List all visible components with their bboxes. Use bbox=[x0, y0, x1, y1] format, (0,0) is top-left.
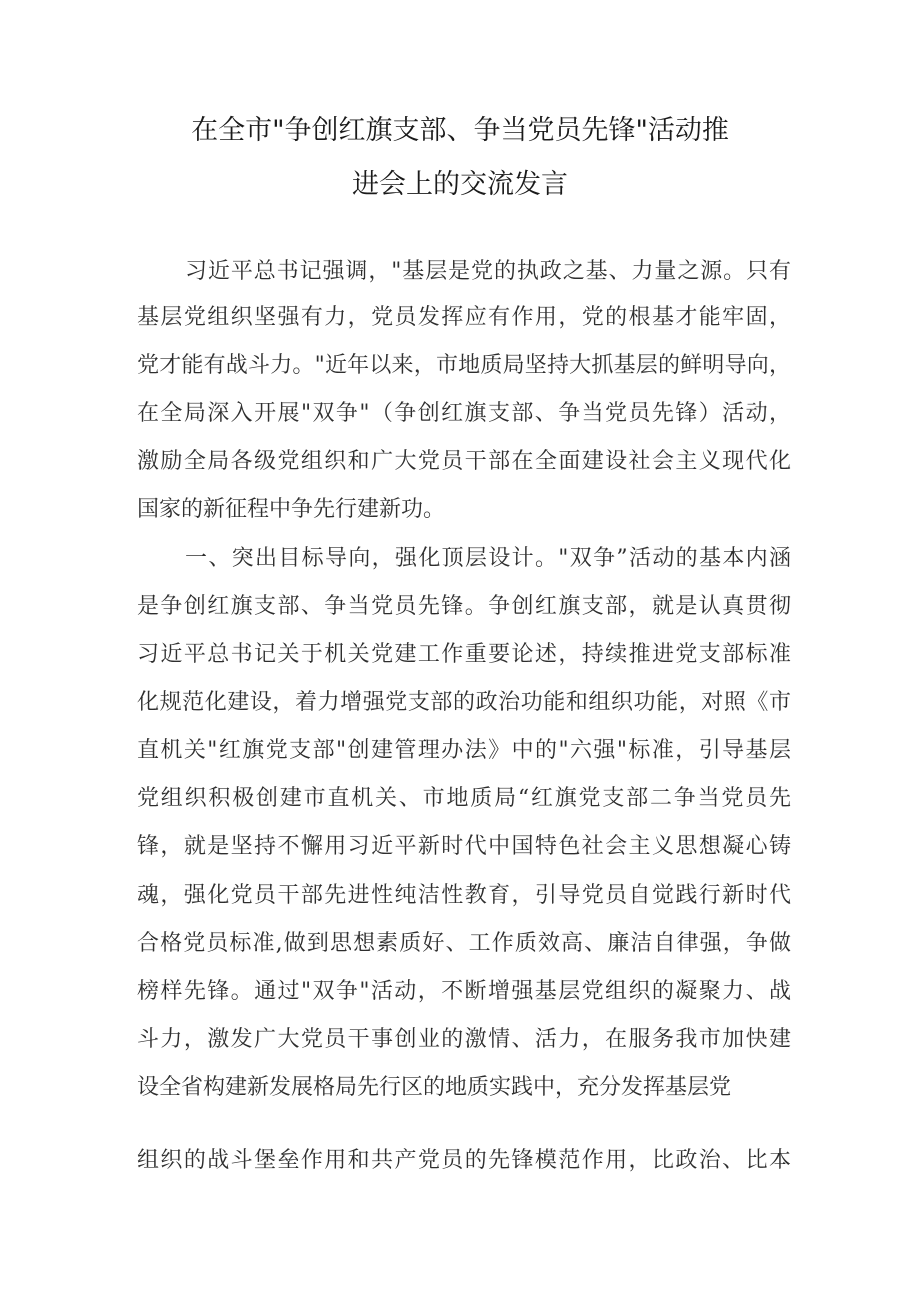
document-title-line-2: 进会上的交流发言 bbox=[352, 169, 568, 200]
paragraph-line: 化规范化建设，着力增强党支部的政治功能和组织功能，对照《市 bbox=[137, 690, 791, 715]
paragraph-line: 直机关"红旗党支部"创建管理办法》中的"六强"标准，引导基层 bbox=[137, 738, 791, 763]
paragraph-line: 基层党组织坚强有力，党员发挥应有作用，党的根基才能牢固， bbox=[137, 305, 791, 330]
paragraph-line: 党组织积极创建市直机关、市地质局“红旗党支部二争当党员先 bbox=[137, 786, 791, 811]
paragraph-line: 是争创红旗支部、争当党员先锋。争创红旗支部，就是认真贯彻 bbox=[137, 594, 791, 619]
document-title-line-1: 在全市"争创红旗支部、争当党员先锋"活动推 bbox=[191, 115, 729, 146]
paragraph-line: 国家的新征程中争先行建新功。 bbox=[137, 497, 446, 522]
paragraph-line: 一、突出目标导向，强化顶层设计。"双争”活动的基本内涵 bbox=[185, 546, 791, 571]
paragraph-line: 设全省构建新发展格局先行区的地质实践中，充分发挥基层党 bbox=[137, 1075, 732, 1100]
paragraph-line: 锋，就是坚持不懈用习近平新时代中国特色社会主义思想凝心铸 bbox=[137, 834, 791, 859]
paragraph-line: 激励全局各级党组织和广大党员干部在全面建设社会主义现代化 bbox=[137, 449, 791, 474]
paragraph-line: 榜样先锋。通过"双争"活动，不断增强基层党组织的凝聚力、战 bbox=[137, 979, 791, 1004]
paragraph-line: 组织的战斗堡垒作用和共产党员的先锋模范作用，比政治、比本 bbox=[137, 1148, 791, 1173]
paragraph-line: 合格党员标准,做到思想素质好、工作质效高、廉洁自律强，争做 bbox=[137, 931, 791, 956]
paragraph-line: 斗力，激发广大党员干事创业的激情、活力，在服务我市加快建 bbox=[137, 1027, 791, 1052]
paragraph-line: 在全局深入开展"双争"（争创红旗支部、争当党员先锋）活动， bbox=[137, 401, 791, 426]
paragraph-line: 魂，强化党员干部先进性纯洁性教育，引导党员自觉践行新时代 bbox=[137, 883, 791, 908]
paragraph-line: 习近平总书记强调，"基层是党的执政之基、力量之源。只有 bbox=[185, 259, 791, 284]
paragraph-line: 习近平总书记关于机关党建工作重要论述，持续推进党支部标准 bbox=[137, 642, 791, 667]
paragraph-line: 党才能有战斗力。"近年以来，市地质局坚持大抓基层的鲜明导向， bbox=[137, 353, 791, 378]
